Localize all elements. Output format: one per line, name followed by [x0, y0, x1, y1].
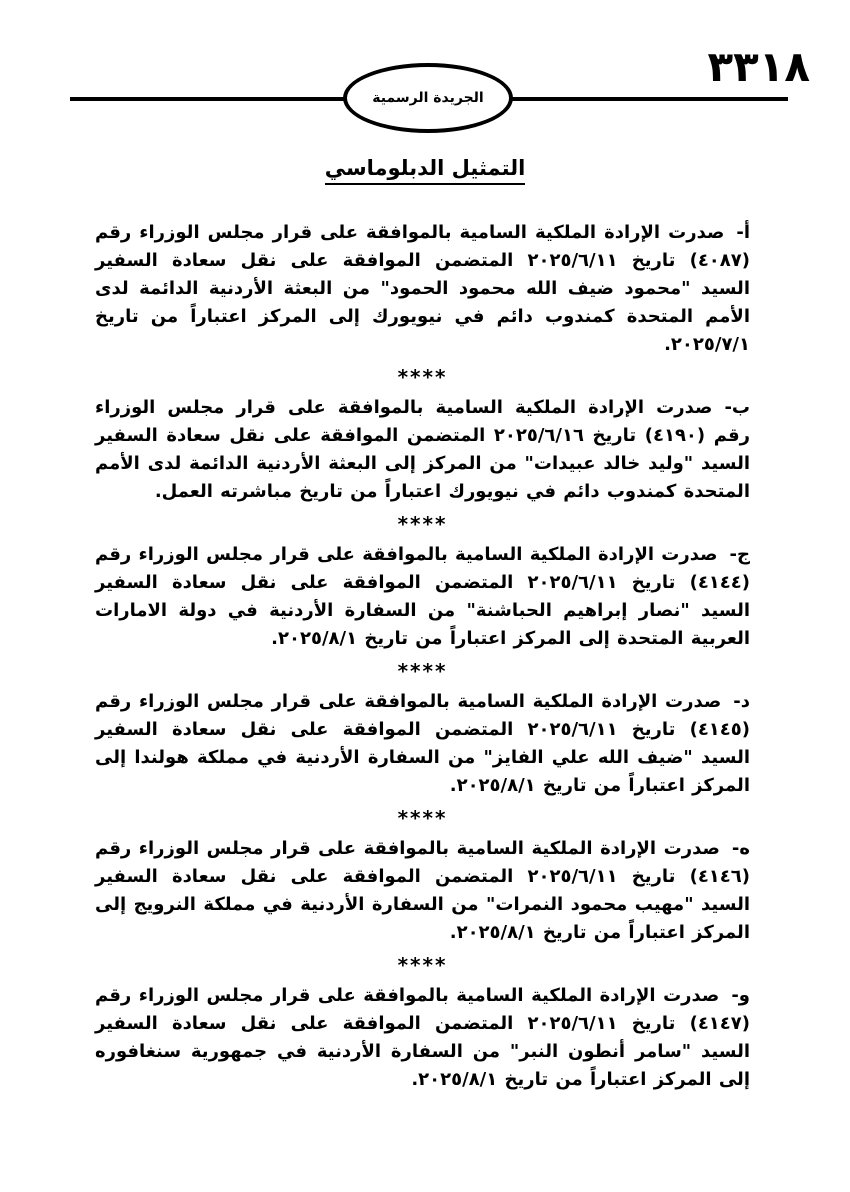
entry-j-text: صدرت الإرادة الملكية السامية بالموافقة على قرار مجلس الوزراء رقم (٤١٤٤) تاريخ ٢٠٢٥/٦/١١ المتضمن الموافقة على نقل سعادة السفير السيد "نصار إبراهيم الحباشنة" من السفارة الأردنية في دولة الامارات العربية المتحدة إلى المركز اعتباراً من تاريخ ٢٠٢٥/٨/١. [95, 544, 750, 649]
entry-a-label: أ- [736, 222, 750, 243]
entry-a [95, 219, 750, 359]
entry-d-text: صدرت الإرادة الملكية السامية بالموافقة على قرار مجلس الوزراء رقم (٤١٤٥) تاريخ ٢٠٢٥/٦/١١ المتضمن الموافقة على نقل سعادة السفير السيد "ضيف الله علي الفايز" من السفارة الأردنية في مملكة هولندا إلى المركز اعتباراً من تاريخ ٢٠٢٥/٨/١. [95, 691, 750, 796]
entry-h-text: صدرت الإرادة الملكية السامية بالموافقة على قرار مجلس الوزراء رقم (٤١٤٦) تاريخ ٢٠٢٥/٦/١١ المتضمن الموافقة على نقل سعادة السفير السيد "مهيب محمود النمرات" من السفارة الأردنية في مملكة النرويج إلى المركز اعتباراً من تاريخ ٢٠٢٥/٨/١. [95, 838, 750, 943]
entry-w [95, 982, 750, 1094]
entry-a-text: صدرت الإرادة الملكية السامية بالموافقة على قرار مجلس الوزراء رقم (٤٠٨٧) تاريخ ٢٠٢٥/٦/١١ المتضمن الموافقة على نقل سعادة السفير السيد "محمود ضيف الله محمود الحمود" من البعثة الأردنية الدائمة لدى الأمم المتحدة كمندوب دائم في نيويورك إلى المركز اعتباراً من تاريخ ٢٠٢٥/٧/١. [95, 222, 750, 355]
separator: **** [397, 806, 448, 830]
entry-d [95, 688, 750, 800]
entry-w-label: و- [731, 985, 750, 1006]
entry-d-label: د- [733, 691, 750, 712]
separator: **** [397, 659, 448, 683]
entry-b [95, 394, 750, 506]
entry-h [95, 835, 750, 947]
gazette-name: الجريدة الرسمية [372, 90, 484, 106]
page-header [0, 0, 850, 140]
entry-b-label: ب- [724, 397, 750, 418]
separator: **** [397, 365, 448, 389]
entry-b-text: صدرت الإرادة الملكية السامية بالموافقة على قرار مجلس الوزراء رقم (٤١٩٠) تاريخ ٢٠٢٥/٦/١٦ المتضمن الموافقة على نقل سعادة السفير السيد "وليد خالد عبيدات" من المركز إلى البعثة الأردنية الدائمة لدى الأمم المتحدة كمندوب دائم في نيويورك اعتباراً من تاريخ مباشرته العمل. [95, 397, 751, 502]
page-number: ٣٣١٨ [707, 42, 810, 91]
entry-w-text: صدرت الإرادة الملكية السامية بالموافقة على قرار مجلس الوزراء رقم (٤١٤٧) تاريخ ٢٠٢٥/٦/١١ المتضمن الموافقة على نقل سعادة السفير السيد "سامر أنطون النبر" من السفارة الأردنية في جمهورية سنغافوره إلى المركز اعتباراً من تاريخ ٢٠٢٥/٨/١. [95, 985, 750, 1090]
gazette-seal [343, 63, 513, 133]
entry-j [95, 541, 750, 653]
separator: **** [397, 512, 448, 536]
separator: **** [397, 953, 448, 977]
entry-h-label: ه- [731, 838, 750, 859]
section-title: التمثيل الدبلوماسي [325, 156, 526, 185]
title-wrap [0, 156, 850, 185]
entry-j-label: ج- [729, 544, 750, 565]
entries-list [95, 219, 750, 1094]
